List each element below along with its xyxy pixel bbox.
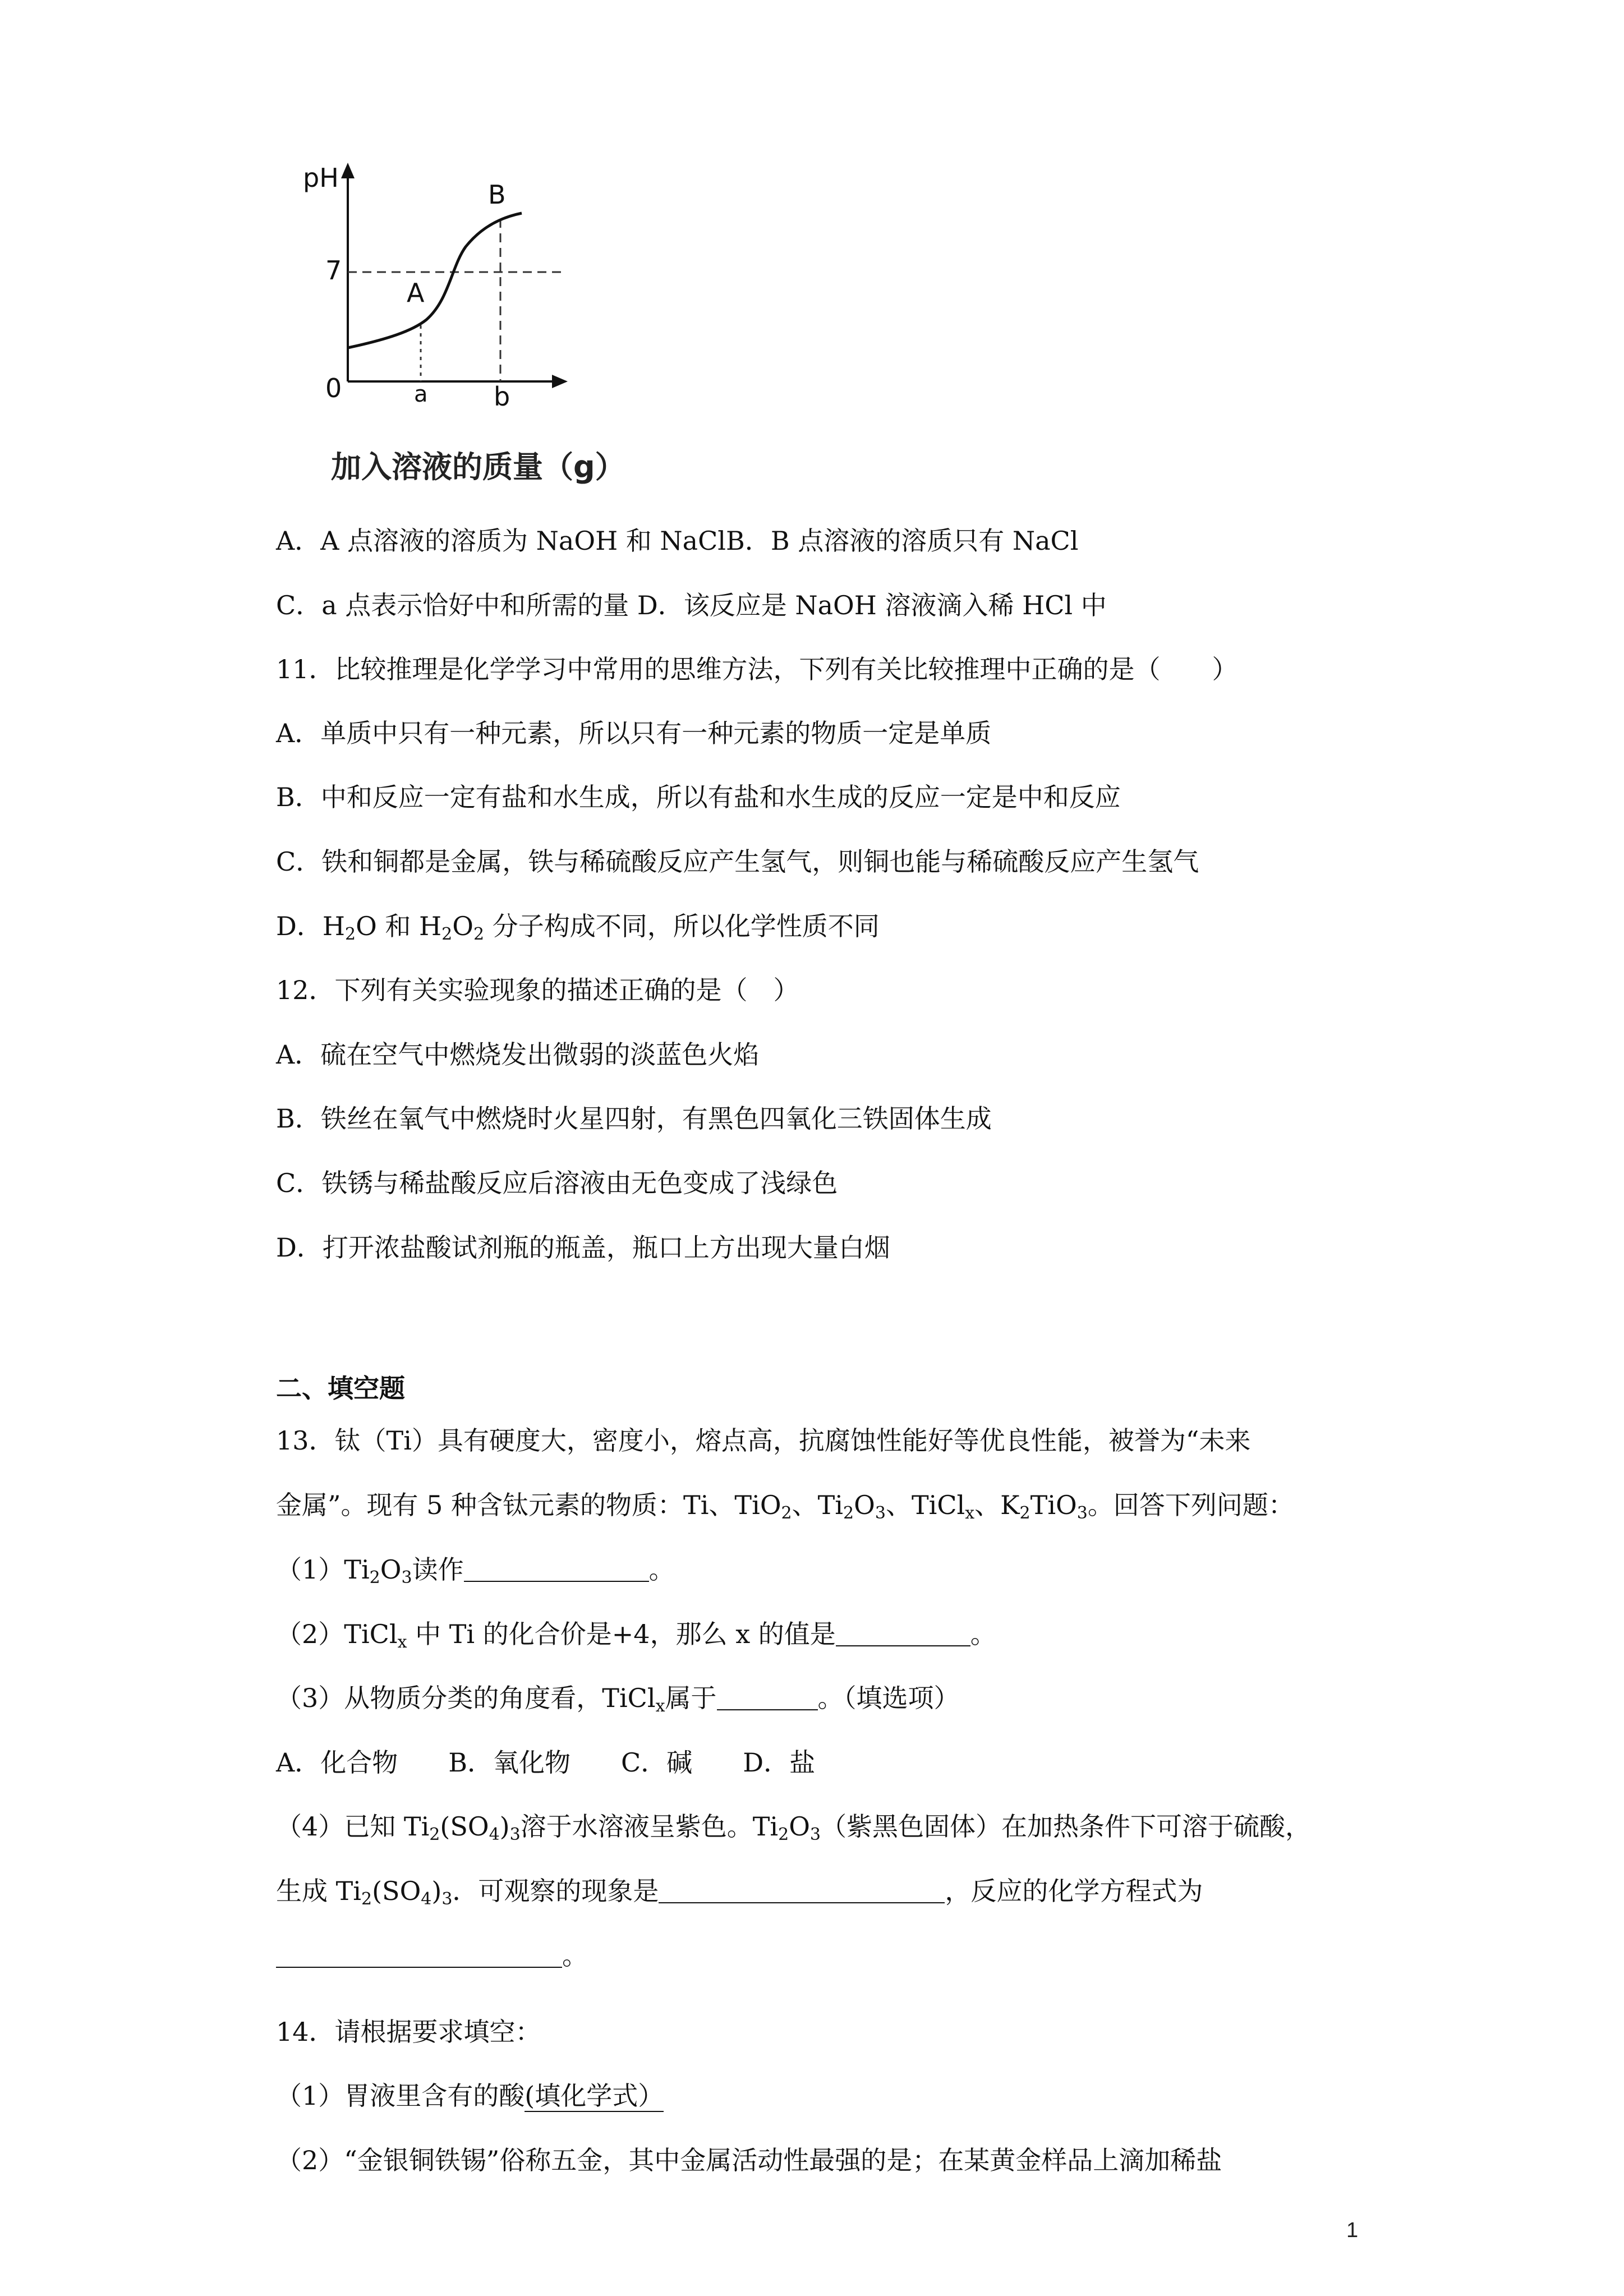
q14-part2: （2）“金银铜铁锡”俗称五金，其中金属活动性最强的是；在某黄金样品上滴加稀盐 xyxy=(276,2145,1222,2175)
q11-stem: 11．比较推理是化学学习中常用的思维方法，下列有关比较推理中正确的是（ ） xyxy=(276,654,1238,684)
q12-option-c: C．铁锈与稀盐酸反应后溶液由无色变成了浅绿色 xyxy=(276,1168,838,1198)
q11-option-b: B．中和反应一定有盐和水生成，所以有盐和水生成的反应一定是中和反应 xyxy=(276,782,1121,812)
x-axis-arrow-icon xyxy=(552,375,568,388)
figure-caption: 加入溶液的质量（g） xyxy=(331,449,625,485)
q14-stem: 14．请根据要求填空： xyxy=(276,2017,541,2047)
q13-choice-d: D．盐 xyxy=(743,1747,816,1778)
q13-part2: （2）TiCl$_x$ 中 Ti 的化合价是+4，那么 x 的值是 。 xyxy=(276,1619,996,1652)
q13-part1: $(1)Ti_2O_3$读作 。 xyxy=(276,1554,675,1588)
q13-choice-a: A．化合物 xyxy=(276,1747,398,1778)
y-axis-label: pH xyxy=(303,163,339,193)
q13-part3: （3）从物质分类的角度看，TiCl$_x$属于 。（填选项） xyxy=(276,1683,960,1716)
q13-part1-answer-blank[interactable] xyxy=(464,1556,649,1582)
q10-options-line1: A．A 点溶液的溶质为 NaOH 和 NaClB．B 点溶液的溶质只有 NaCl xyxy=(276,526,1079,556)
q13-part4-line1: （4）已知 $Ti_2(SO_4)_3$溶于水溶液呈紫色。$Ti_2O_3$（紫黑色固体）在加热条件下可溶于硫酸， xyxy=(276,1811,1312,1844)
q11-option-c: C．铁和铜都是金属，铁与稀硫酸反应产生氢气，则铜也能与稀硫酸反应产生氢气 xyxy=(276,846,1199,877)
point-b-label: B xyxy=(488,180,506,210)
q13-part3-answer-blank[interactable] xyxy=(717,1685,818,1710)
q13-part4-line2: 生成 $Ti_2(SO_4)_3$．可观察的现象是 ，反应的化学方程式为 xyxy=(276,1876,1203,1909)
page-number: 1 xyxy=(1346,2219,1359,2242)
q10-options-line2: C．a 点表示恰好中和所需的量 D．该反应是 NaOH 溶液滴入稀 HCl 中 xyxy=(276,590,1107,620)
q13-stem-line2: 金属”。现有 5 种含钛元素的物质：Ti、TiO$_2$、$Ti_2O_3$、TiCl$_x$、$K_2TiO_3$。回答下列问题： xyxy=(276,1490,1294,1523)
q14-part1: （1）胃液里含有的酸(填化学式） xyxy=(276,2081,664,2111)
q12-option-b: B．铁丝在氧气中燃烧时火星四射，有黑色四氧化三铁固体生成 xyxy=(276,1103,992,1134)
q13-part4-line3: 。 xyxy=(276,1939,1375,1972)
q14-part1-answer-blank[interactable]: (填化学式） xyxy=(525,2081,664,2111)
x-tick-b: b xyxy=(494,381,510,412)
y-axis-arrow-icon xyxy=(341,163,355,178)
q13-part4-observation-blank[interactable] xyxy=(659,1878,945,1903)
ph-curve-graph xyxy=(292,157,656,438)
q13-part2-answer-blank[interactable] xyxy=(836,1621,970,1646)
q12-option-a: A．硫在空气中燃烧发出微弱的淡蓝色火焰 xyxy=(276,1039,760,1070)
q11-option-d: D．$H_2O$ 和 $H_2O_2$ 分子构成不同，所以化学性质不同 xyxy=(276,911,880,944)
origin-label: 0 xyxy=(325,373,342,403)
ph-curve xyxy=(348,213,522,348)
q12-stem: 12．下列有关实验现象的描述正确的是（ ） xyxy=(276,975,799,1005)
q13-part3-choices xyxy=(276,1746,1375,1779)
point-a-label: A xyxy=(407,278,425,308)
q13-part4-equation-blank[interactable] xyxy=(276,1942,562,1968)
q13-choice-c: C．碱 xyxy=(621,1747,693,1778)
q13-choice-b: B．氧化物 xyxy=(448,1747,571,1778)
y-tick-7: 7 xyxy=(325,255,342,286)
q13-stem-line1: 13．钛（Ti）具有硬度大，密度小，熔点高，抗腐蚀性能好等优良性能，被誉为“未来 xyxy=(276,1425,1251,1456)
section-title-fill-in: 二、填空题 xyxy=(276,1373,405,1404)
q11-option-a: A．单质中只有一种元素，所以只有一种元素的物质一定是单质 xyxy=(276,718,992,748)
q12-option-d: D．打开浓盐酸试剂瓶的瓶盖，瓶口上方出现大量白烟 xyxy=(276,1232,890,1263)
x-tick-a: a xyxy=(414,381,428,407)
